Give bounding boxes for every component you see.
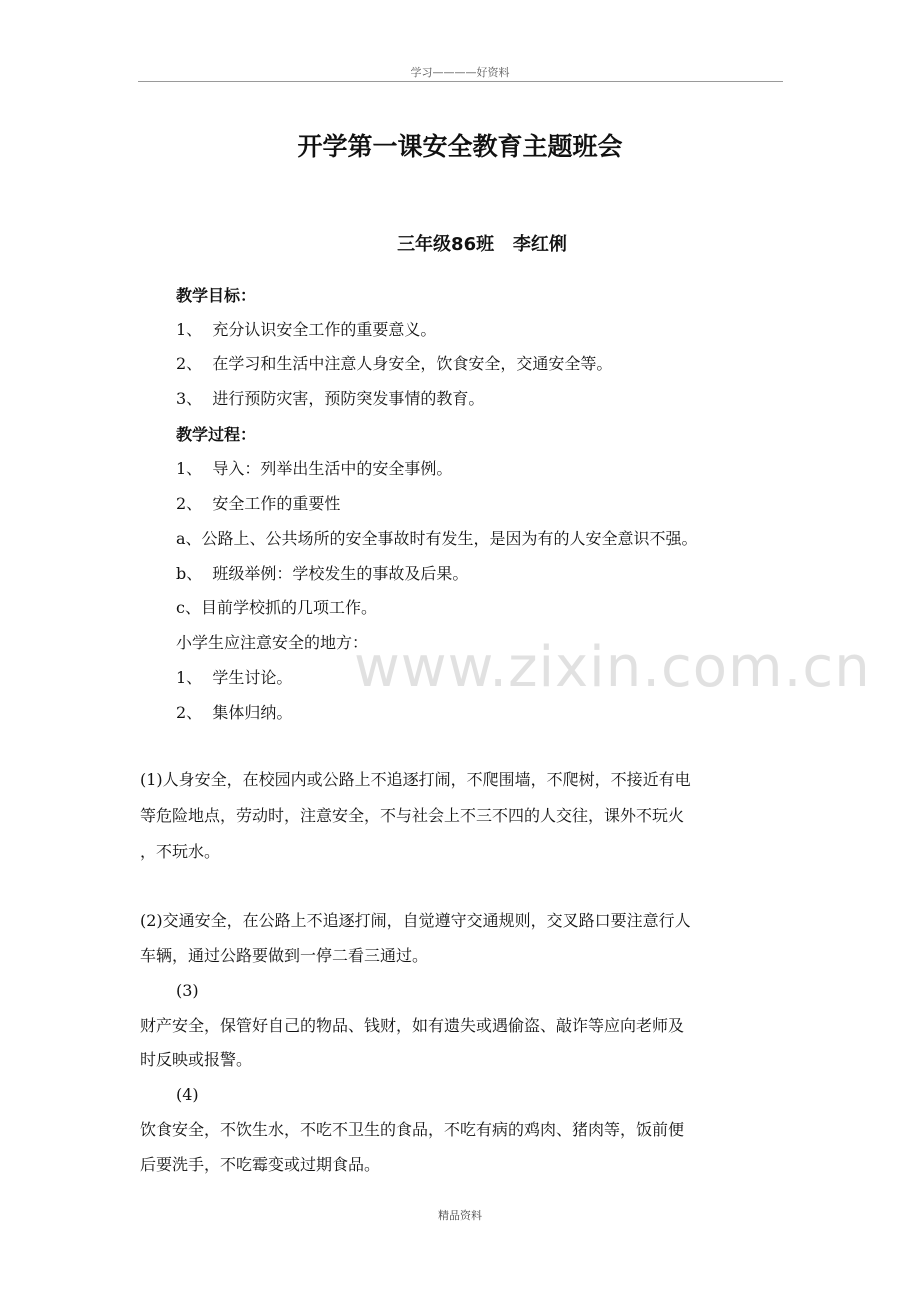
section-1-line: ，不玩水。 [140,842,221,861]
watermark-text: www.zixin.com.cn [354,635,871,700]
process-item: 2、 集体归纳。 [176,703,293,722]
process-item: 1、 导入：列举出生活中的安全事例。 [176,459,453,478]
process-item: 2、 安全工作的重要性 [176,494,341,513]
document-subtitle: 三年级86班 李红俐 [397,234,567,255]
objectives-heading: 教学目标： [176,286,257,305]
section-1-line: 等危险地点，劳动时，注意安全，不与社会上不三不四的人交往，课外不玩火 [140,806,685,825]
page-header-text: 学习————好资料 [410,66,510,79]
process-item: 1、 学生讨论。 [176,668,293,687]
section-4-label: (4) [176,1085,199,1104]
section-2-line: 车辆，通过公路要做到一停二看三通过。 [140,946,429,965]
section-2-line: (2)交通安全，在公路上不追逐打闹，自觉遵守交通规则，交叉路口要注意行人 [140,911,691,930]
page-footer-text: 精品资料 [438,1209,482,1222]
section-1-line: (1)人身安全，在校园内或公路上不追逐打闹，不爬围墙，不爬树，不接近有电 [140,770,691,789]
process-item: 小学生应注意安全的地方： [176,633,369,652]
objective-item: 2、 在学习和生活中注意人身安全，饮食安全，交通安全等。 [176,354,613,373]
process-item: a、公路上、公共场所的安全事故时有发生，是因为有的人安全意识不强。 [176,529,698,548]
process-item: b、 班级举例：学校发生的事故及后果。 [176,564,469,583]
section-3-line: 财产安全，保管好自己的物品、钱财，如有遗失或遇偷盗、敲诈等应向老师及 [140,1016,685,1035]
process-item: c、目前学校抓的几项工作。 [176,598,377,617]
section-4-line: 后要洗手，不吃霉变或过期食品。 [140,1155,381,1174]
document-title: 开学第一课安全教育主题班会 [297,132,623,161]
process-heading: 教学过程： [176,425,257,444]
objective-item: 3、 进行预防灾害，预防突发事情的教育。 [176,389,485,408]
header-divider [138,81,783,82]
section-4-line: 饮食安全，不饮生水，不吃不卫生的食品，不吃有病的鸡肉、猪肉等，饭前便 [140,1120,685,1139]
section-3-line: 时反映或报警。 [140,1050,253,1069]
objective-item: 1、 充分认识安全工作的重要意义。 [176,320,437,339]
section-3-label: (3) [176,981,199,1000]
